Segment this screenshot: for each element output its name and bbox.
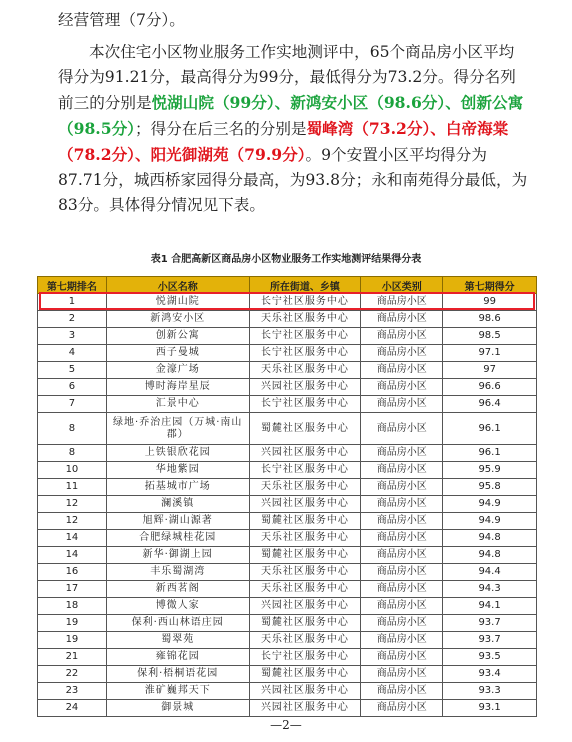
cell-score: 97: [443, 362, 537, 379]
bottom-2: 白帝海棠（78.2分）: [58, 119, 509, 164]
table-header-row: [38, 277, 537, 294]
cell-rank: 21: [38, 649, 107, 666]
header-street: 所在街道、乡镇: [249, 277, 361, 294]
cell-score: 93.5: [443, 649, 537, 666]
cell-score: 95.9: [443, 462, 537, 479]
table-row: [38, 362, 537, 379]
cell-street: 长宁社区服务中心: [249, 345, 361, 362]
table-body: [38, 294, 537, 717]
cell-rank: 19: [38, 615, 107, 632]
cell-category: 商品房小区: [361, 666, 443, 683]
table-row: [38, 513, 537, 530]
header-name: 小区名称: [106, 277, 249, 294]
cell-category: 商品房小区: [361, 396, 443, 413]
cell-rank: 14: [38, 530, 107, 547]
top-3: 创新公寓（98.5分）: [58, 93, 524, 138]
intro-line1: 经营管理（7分）。: [58, 11, 185, 29]
cell-street: 兴园社区服务中心: [249, 445, 361, 462]
cell-rank: 1: [38, 294, 107, 311]
cell-category: 商品房小区: [361, 328, 443, 345]
cell-name: 澜溪镇: [106, 496, 249, 513]
cell-street: 蜀麓社区服务中心: [249, 547, 361, 564]
cell-name: 创新公寓: [106, 328, 249, 345]
cell-rank: 3: [38, 328, 107, 345]
cell-rank: 23: [38, 683, 107, 700]
cell-name: 西子曼城: [106, 345, 249, 362]
cell-score: 94.1: [443, 598, 537, 615]
cell-street: 天乐社区服务中心: [249, 581, 361, 598]
cell-score: 97.1: [443, 345, 537, 362]
bottom-1: 蜀峰湾（73.2分）: [306, 119, 431, 138]
cell-score: 94.9: [443, 513, 537, 530]
table-row: [38, 479, 537, 496]
cell-street: 蜀麓社区服务中心: [249, 666, 361, 683]
table-row: [38, 328, 537, 345]
cell-name: 华地紫园: [106, 462, 249, 479]
cell-name: 新西茗阁: [106, 581, 249, 598]
table-row: [38, 700, 537, 717]
cell-score: 94.8: [443, 530, 537, 547]
cell-name: 上铁银欣花园: [106, 445, 249, 462]
cell-name: 悦湖山院: [106, 294, 249, 311]
cell-street: 长宁社区服务中心: [249, 649, 361, 666]
cell-name: 新鸿安小区: [106, 311, 249, 328]
sentence-2: ；得分在后三名的分别是: [134, 120, 307, 138]
separator: 、: [134, 145, 151, 164]
cell-category: 商品房小区: [361, 683, 443, 700]
cell-street: 蜀麓社区服务中心: [249, 513, 361, 530]
cell-name: 保利·梧桐语花园: [106, 666, 249, 683]
intro-paragraph: [58, 40, 528, 218]
cell-name: 淮矿巍邦天下: [106, 683, 249, 700]
cell-street: 兴园社区服务中心: [249, 496, 361, 513]
cell-street: 天乐社区服务中心: [249, 479, 361, 496]
cell-rank: 6: [38, 379, 107, 396]
cell-category: 商品房小区: [361, 479, 443, 496]
cell-category: 商品房小区: [361, 547, 443, 564]
highlight-box: [39, 292, 535, 310]
table-row: [38, 413, 537, 445]
table-row: [38, 615, 537, 632]
cell-name: 保利·西山林语庄园: [106, 615, 249, 632]
cell-street: 天乐社区服务中心: [249, 362, 361, 379]
cell-street: 兴园社区服务中心: [249, 598, 361, 615]
cell-name: 博微人家: [106, 598, 249, 615]
cell-category: 商品房小区: [361, 530, 443, 547]
cell-score: 96.1: [443, 413, 537, 445]
cell-score: 93.7: [443, 632, 537, 649]
cell-score: 94.3: [443, 581, 537, 598]
cell-rank: 8: [38, 413, 107, 445]
top-2: 新鸿安小区（98.6分）: [290, 93, 446, 112]
cell-category: 商品房小区: [361, 362, 443, 379]
cell-name: 丰乐蜀湖湾: [106, 564, 249, 581]
sentence-3: 。9个安置小区平均得分为87.71分，城西桥家园得分最高，为93.8分；永和南苑得分最低，为83分。具体得分情况见下表。: [58, 146, 528, 214]
cell-rank: 14: [38, 547, 107, 564]
cell-rank: 12: [38, 513, 107, 530]
cell-rank: 8: [38, 445, 107, 462]
cell-name: 御景城: [106, 700, 249, 717]
top-1: 悦湖山院（99分）: [151, 93, 275, 112]
cell-score: 94.8: [443, 547, 537, 564]
cell-name: 蜀翠苑: [106, 632, 249, 649]
table-row: [38, 598, 537, 615]
cell-rank: 12: [38, 496, 107, 513]
sentence-1: 本次住宅小区物业服务工作实地测评中，65个商品房小区平均得分为91.21分，最高得分为99分，最低得分为73.2分。得分名列前三的分别是: [58, 43, 516, 112]
cell-score: 93.4: [443, 666, 537, 683]
cell-street: 兴园社区服务中心: [249, 683, 361, 700]
header-category: 小区类别: [361, 277, 443, 294]
cell-street: 长宁社区服务中心: [249, 396, 361, 413]
cell-score: 96.1: [443, 445, 537, 462]
cell-category: 商品房小区: [361, 564, 443, 581]
cell-category: 商品房小区: [361, 598, 443, 615]
cell-street: 天乐社区服务中心: [249, 530, 361, 547]
cell-score: 94.9: [443, 496, 537, 513]
header-rank: 第七期排名: [38, 277, 107, 294]
table-row: [38, 683, 537, 700]
separator: 、: [430, 119, 446, 138]
table-row: [38, 496, 537, 513]
table-row: [38, 396, 537, 413]
cell-score: 93.3: [443, 683, 537, 700]
cell-category: 商品房小区: [361, 649, 443, 666]
cell-rank: 4: [38, 345, 107, 362]
cell-category: 商品房小区: [361, 632, 443, 649]
cell-street: 长宁社区服务中心: [249, 462, 361, 479]
cell-rank: 22: [38, 666, 107, 683]
cell-rank: 7: [38, 396, 107, 413]
cell-score: 95.8: [443, 479, 537, 496]
cell-rank: 2: [38, 311, 107, 328]
cell-rank: 16: [38, 564, 107, 581]
cell-rank: 10: [38, 462, 107, 479]
cell-category: 商品房小区: [361, 615, 443, 632]
table-row: [38, 345, 537, 362]
table-row: [38, 445, 537, 462]
cell-rank: 18: [38, 598, 107, 615]
cell-street: 蜀麓社区服务中心: [249, 615, 361, 632]
cell-street: 长宁社区服务中心: [249, 328, 361, 345]
cell-rank: 11: [38, 479, 107, 496]
table-row: [38, 379, 537, 396]
table-row: [38, 547, 537, 564]
table-row: [38, 666, 537, 683]
cell-category: 商品房小区: [361, 462, 443, 479]
table-row: [38, 632, 537, 649]
table-row: [38, 530, 537, 547]
cell-street: 天乐社区服务中心: [249, 632, 361, 649]
cell-category: 商品房小区: [361, 379, 443, 396]
cell-name: 拓基城市广场: [106, 479, 249, 496]
cell-category: 商品房小区: [361, 311, 443, 328]
cell-category: 商品房小区: [361, 496, 443, 513]
table-row: [38, 311, 537, 328]
cell-name: 雍锦花园: [106, 649, 249, 666]
separator: 、: [274, 93, 291, 112]
cell-street: 蜀麓社区服务中心: [249, 413, 361, 445]
cell-rank: 17: [38, 581, 107, 598]
score-table: [37, 276, 537, 717]
cell-score: 94.4: [443, 564, 537, 581]
page-number: —2—: [270, 718, 302, 732]
table-row: [38, 581, 537, 598]
cell-score: 96.6: [443, 379, 537, 396]
table-row: [38, 649, 537, 666]
cell-name: 旭辉·湖山源著: [106, 513, 249, 530]
separator: 、: [445, 93, 461, 112]
cell-rank: 5: [38, 362, 107, 379]
cell-score: 98.5: [443, 328, 537, 345]
cell-name: 合肥绿城桂花园: [106, 530, 249, 547]
cell-street: 天乐社区服务中心: [249, 311, 361, 328]
cell-category: 商品房小区: [361, 445, 443, 462]
cell-name: 博时海岸星辰: [106, 379, 249, 396]
table-row: [38, 462, 537, 479]
cell-street: 兴园社区服务中心: [249, 700, 361, 717]
cell-name: 新华·御湖上园: [106, 547, 249, 564]
cell-category: 商品房小区: [361, 513, 443, 530]
cell-name: 金濠广场: [106, 362, 249, 379]
cell-score: 93.1: [443, 700, 537, 717]
cell-score: 93.7: [443, 615, 537, 632]
cell-score: 96.4: [443, 396, 537, 413]
cell-street: 兴园社区服务中心: [249, 379, 361, 396]
bottom-3: 阳光御湖苑（79.9分）: [150, 145, 306, 164]
cell-rank: 24: [38, 700, 107, 717]
table-caption: 表1 合肥高新区商品房小区物业服务工作实地测评结果得分表: [150, 254, 422, 265]
cell-category: 商品房小区: [361, 581, 443, 598]
cell-category: 商品房小区: [361, 294, 443, 311]
cell-category: 商品房小区: [361, 413, 443, 445]
table-row: [38, 564, 537, 581]
cell-name: 绿地·乔治庄园（万城·南山郡）: [106, 413, 249, 445]
cell-street: 天乐社区服务中心: [249, 564, 361, 581]
cell-category: 商品房小区: [361, 700, 443, 717]
cell-name: 汇景中心: [106, 396, 249, 413]
cell-category: 商品房小区: [361, 345, 443, 362]
cell-score: 98.6: [443, 311, 537, 328]
cell-rank: 19: [38, 632, 107, 649]
cell-score: 99: [443, 294, 537, 311]
cell-street: 长宁社区服务中心: [249, 294, 361, 311]
header-score: 第七期得分: [443, 277, 537, 294]
